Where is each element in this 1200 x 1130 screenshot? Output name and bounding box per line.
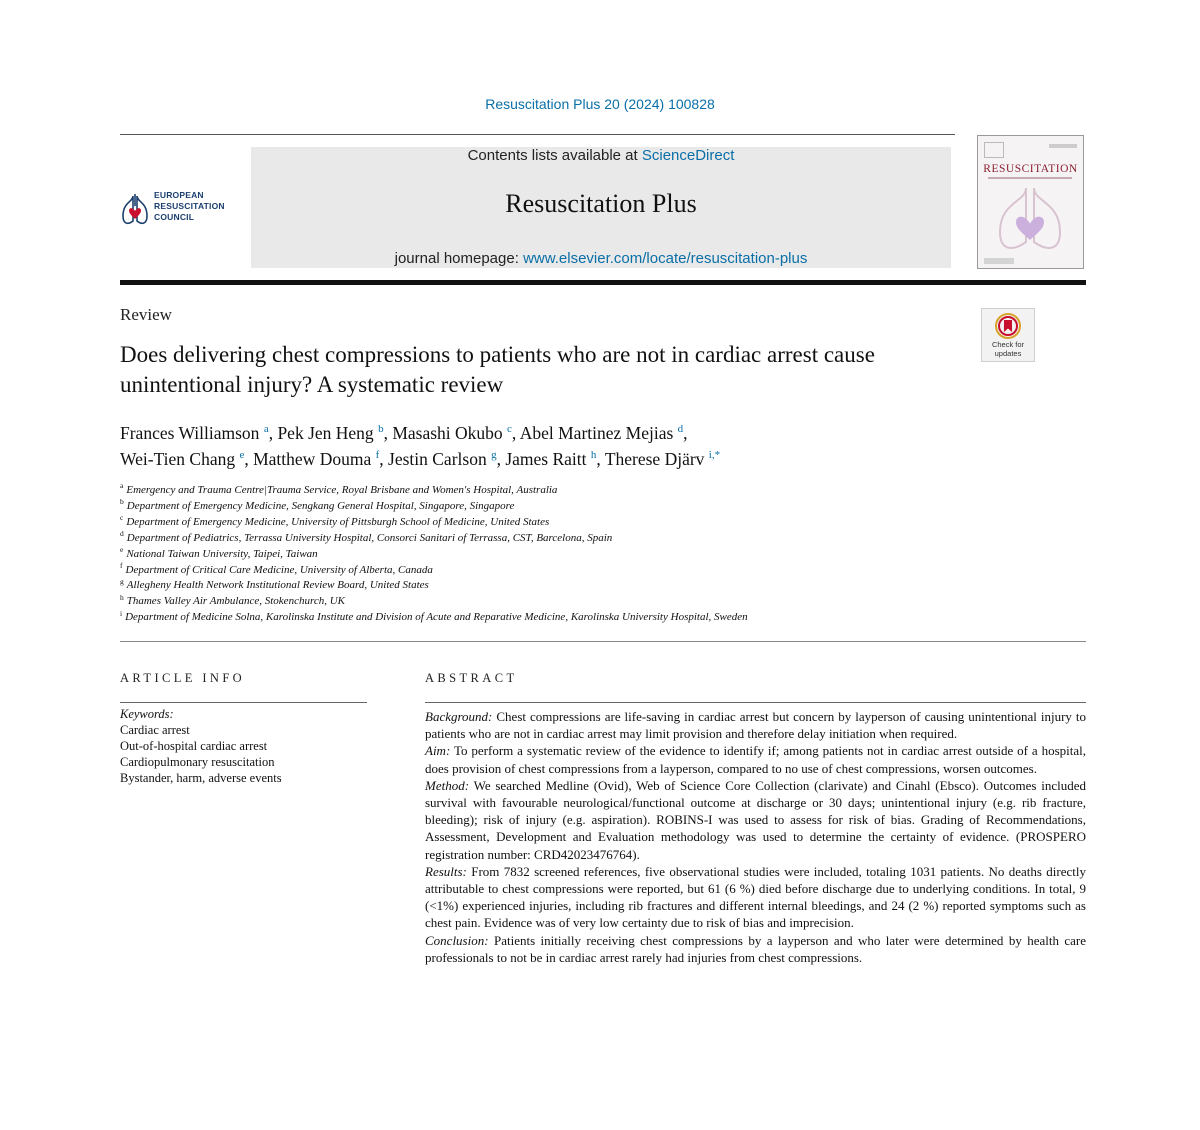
affiliation-item xyxy=(120,544,1020,563)
cover-title: RESUSCITATION xyxy=(983,163,1078,175)
author-separator: , xyxy=(596,449,605,469)
journal-cover-image[interactable] xyxy=(977,135,1084,269)
affiliation-item xyxy=(120,531,1020,547)
cover-logo-icon xyxy=(984,142,1004,158)
abstract-section-results xyxy=(425,863,1086,932)
affiliation-item xyxy=(120,515,1020,531)
affiliation-key: e xyxy=(120,544,124,554)
affiliation-key: a xyxy=(120,481,124,491)
author-name[interactable]: Therese Djärv xyxy=(604,449,705,469)
keywords-label: Keywords: xyxy=(120,707,174,721)
author-name[interactable]: Jestin Carlson xyxy=(388,449,487,469)
journal-masthead xyxy=(251,147,951,268)
affiliation-key: g xyxy=(120,576,124,586)
affiliation-key: d xyxy=(120,529,124,539)
abstract-section-label: Aim: xyxy=(425,743,451,759)
abstract-section-label: Method: xyxy=(425,777,470,793)
author-name[interactable]: Pek Jen Heng xyxy=(277,423,374,443)
author-name[interactable]: James Raitt xyxy=(505,449,587,469)
author-affiliation-link[interactable]: a xyxy=(263,423,269,436)
author-affiliation-link[interactable]: i,* xyxy=(708,449,721,462)
author-affiliation-link[interactable]: g xyxy=(491,449,497,462)
erc-logo-line-3: COUNCIL xyxy=(154,212,195,222)
erc-logo xyxy=(120,186,250,236)
sciencedirect-link[interactable]: ScienceDirect xyxy=(641,147,735,164)
homepage-prefix: journal homepage: xyxy=(394,250,524,267)
author-separator: , xyxy=(244,449,254,469)
article-title: Does delivering chest compressions to patients who are not in cardiac arrest cause unintentional injury? A systematic review xyxy=(120,342,875,397)
section-divider xyxy=(120,641,1086,642)
abstract-section-background xyxy=(425,708,1086,742)
affiliation-key: i xyxy=(120,608,123,618)
abstract-section-label: Results: xyxy=(425,863,467,879)
author-name[interactable]: Masashi Okubo xyxy=(392,423,503,443)
author-affiliation-link[interactable]: f xyxy=(375,449,380,462)
cover-footer-mark xyxy=(984,258,1014,264)
author-separator: , xyxy=(268,423,278,443)
affiliation-text: Department of Critical Care Medicine, University of Alberta, Canada xyxy=(125,563,433,576)
affiliation-key: b xyxy=(120,497,124,507)
affiliation-text: Department of Emergency Medicine, Sengkang General Hospital, Singapore, Singapore xyxy=(126,499,515,512)
abstract-section-conclusion xyxy=(425,932,1086,966)
keyword-item: Bystander, harm, adverse events xyxy=(120,771,282,785)
cover-issn-mark xyxy=(1049,144,1077,148)
abstract-heading: ABSTRACT xyxy=(425,671,518,685)
affiliation-text: Emergency and Trauma Centre|Trauma Service, Royal Brisbane and Women's Hospital, Australia xyxy=(126,484,558,496)
affiliation-text: Thames Valley Air Ambulance, Stokenchurch, UK xyxy=(126,595,345,608)
header-thick-divider xyxy=(120,280,1086,285)
contents-line xyxy=(251,147,951,164)
abstract-section-label: Background: xyxy=(425,709,493,724)
abstract-section-text: Chest compressions are life-saving in cardiac arrest but concern by layperson of causing unintentional injury to patients who are not in cardiac arrest may limit provision and therefore delay initiation when required. xyxy=(425,709,1086,742)
affiliation-key: f xyxy=(120,560,123,570)
affiliation-text: Allegheny Health Network Institutional Review Board, United States xyxy=(126,579,429,592)
contents-prefix: Contents lists available at xyxy=(467,147,642,164)
keyword-item: Cardiopulmonary resuscitation xyxy=(120,755,275,769)
keywords-list xyxy=(120,706,370,786)
abstract-section-method xyxy=(425,777,1086,863)
abstract-section-aim xyxy=(425,742,1086,776)
affiliation-item xyxy=(120,594,1020,610)
check-updates-line-2: updates xyxy=(994,349,1022,358)
abstract-section-text: We searched Medline (Ovid), Web of Science Core Collection (clarivate) and Cinahl (Ebsco). Outcomes included survival with favourable neurological/functional outcome at discharge or 30 days; unintentional injury (e.g. rib fracture, bleeding); risk of injury (e.g. aspiration). ROBINS-I was used to assess for risk of bias. Grading of Recommendations, Assessment, Development and Evaluation methodology was used to determine the certainty of evidence. (PROSPERO registration number: CRD42023476764). xyxy=(425,777,1087,862)
affiliation-list xyxy=(120,483,1020,626)
abstract-section-text: From 7832 screened references, five observational studies were included, totaling 1031 patients. No deaths directly attributable to chest compressions were reported, but 61 (6 %) died before discharge due to underlying conditions. In total, 9 (<1%) experienced injuries, including rib fractures and different internal bleedings, and 24 (2 %) reported symptoms such as chest pain. Evidence was of very low certainty due to risk of bias and imprecision. xyxy=(425,863,1087,931)
affiliation-item xyxy=(120,610,1020,626)
keyword-item: Cardiac arrest xyxy=(120,723,190,737)
abstract-divider xyxy=(425,702,1086,703)
erc-logo-line-1: EUROPEAN xyxy=(154,190,204,200)
lungs-heart-icon xyxy=(120,192,150,228)
abstract-section-label: Conclusion: xyxy=(425,932,489,948)
author-affiliation-link[interactable]: d xyxy=(677,423,684,436)
bookmark-icon xyxy=(995,313,1021,339)
author-affiliation-link[interactable]: h xyxy=(590,449,597,462)
affiliation-key: c xyxy=(120,513,124,523)
affiliation-text: Department of Medicine Solna, Karolinska Institute and Division of Acute and Reparative Medicine, Karolinska University Hospital, Sweden xyxy=(125,611,748,624)
article-type: Review xyxy=(120,305,172,324)
article-info-heading: ARTICLE INFO xyxy=(120,671,246,685)
affiliation-item xyxy=(120,578,1020,594)
affiliation-item xyxy=(120,499,1020,515)
affiliation-text: National Taiwan University, Taipei, Taiwan xyxy=(126,547,318,560)
cover-subtitle-bar xyxy=(988,177,1072,179)
cover-lungs-heart-icon xyxy=(990,184,1070,256)
journal-citation[interactable]: Resuscitation Plus 20 (2024) 100828 xyxy=(485,96,715,112)
author-name[interactable]: Frances Williamson xyxy=(120,423,260,443)
author-name[interactable]: Wei-Tien Chang xyxy=(120,449,236,469)
author-affiliation-link[interactable]: e xyxy=(239,449,245,462)
affiliation-text: Department of Emergency Medicine, University of Pittsburgh School of Medicine, United States xyxy=(126,515,550,528)
homepage-line xyxy=(251,250,951,267)
check-updates-line-1: Check for xyxy=(991,340,1025,349)
author-affiliation-link[interactable]: c xyxy=(507,423,512,436)
journal-homepage-link[interactable]: www.elsevier.com/locate/resuscitation-plus xyxy=(523,250,808,267)
abstract-section-text: Patients initially receiving chest compressions by a layperson and who later were determined by health care professionals to not be in cardiac arrest rarely had injuries from chest compressions. xyxy=(425,932,1087,965)
author-name[interactable]: Matthew Douma xyxy=(253,449,372,469)
affiliation-key: h xyxy=(120,592,124,602)
author-affiliation-link[interactable]: b xyxy=(378,423,384,436)
affiliation-item xyxy=(120,483,1020,499)
keyword-item: Out-of-hospital cardiac arrest xyxy=(120,739,268,753)
author-name[interactable]: Abel Martinez Mejias xyxy=(519,423,674,443)
journal-title: Resuscitation Plus xyxy=(505,189,697,218)
erc-logo-line-2: RESUSCITATION xyxy=(154,201,225,211)
author-separator: , xyxy=(683,423,688,443)
author-separator: , xyxy=(496,449,506,469)
article-info-divider xyxy=(120,702,367,703)
author-list xyxy=(120,420,1020,472)
author-separator: , xyxy=(511,423,520,443)
abstract-body xyxy=(425,708,1086,966)
affiliation-item xyxy=(120,560,1020,579)
check-for-updates-button[interactable] xyxy=(981,308,1035,362)
affiliation-text: Department of Pediatrics, Terrassa University Hospital, Consorci Sanitari of Terrassa, CST, Barcelona, Spain xyxy=(126,531,613,544)
author-separator: , xyxy=(383,423,393,443)
top-divider xyxy=(120,134,955,135)
abstract-section-text: To perform a systematic review of the evidence to identify if; among patients not in cardiac arrest outside of a hospital, does provision of chest compressions from a layperson, compared to no use of chest compressions, worsen outcomes. xyxy=(425,743,1086,776)
author-separator: , xyxy=(379,449,389,469)
